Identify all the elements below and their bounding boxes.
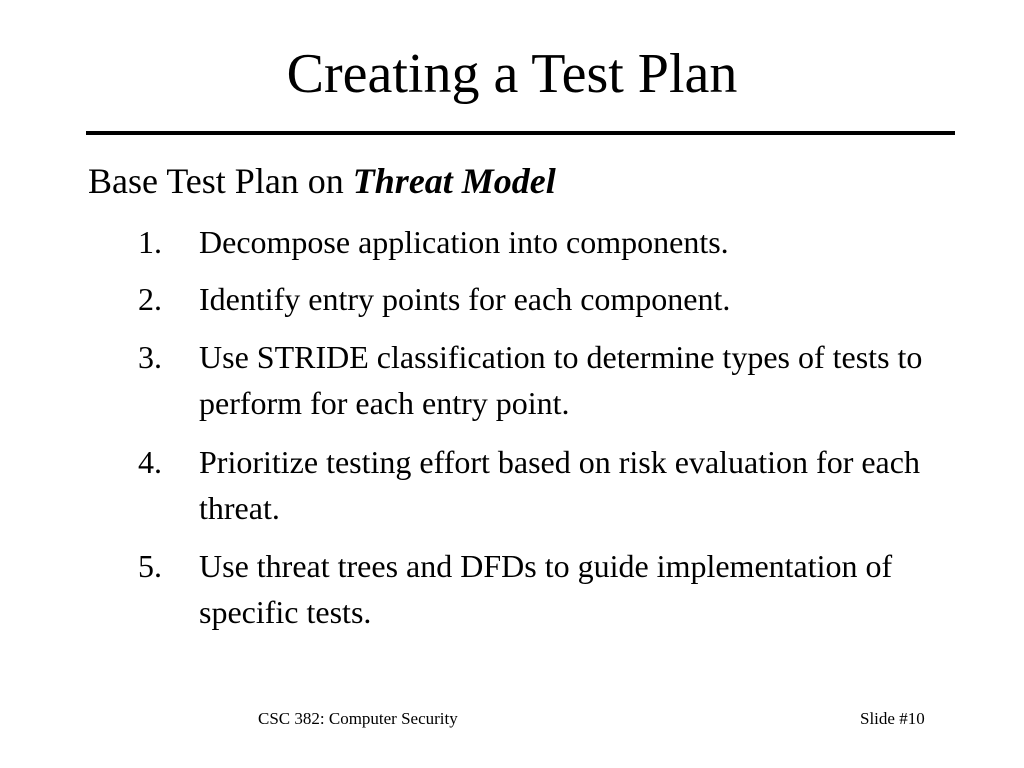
slide-title: Creating a Test Plan bbox=[286, 43, 738, 105]
step-4 bbox=[138, 439, 958, 531]
step-5 bbox=[138, 543, 958, 635]
step-text: Use STRIDE classification to determine types of tests to perform for each entry point. bbox=[199, 339, 923, 421]
step-2 bbox=[138, 276, 958, 322]
step-number: 1. bbox=[138, 224, 162, 260]
step-text: Use threat trees and DFDs to guide implementation of specific tests. bbox=[199, 548, 893, 630]
step-text: Prioritize testing effort based on risk evaluation for each threat. bbox=[199, 444, 920, 526]
lead-emphasis: Threat Model bbox=[352, 161, 556, 201]
footer-course: CSC 382: Computer Security bbox=[258, 709, 458, 728]
title-divider bbox=[86, 131, 955, 135]
step-number: 3. bbox=[138, 339, 162, 375]
footer-slide-number: Slide #10 bbox=[860, 709, 925, 728]
step-1 bbox=[138, 219, 958, 265]
step-text: Decompose application into components. bbox=[199, 224, 729, 260]
step-number: 2. bbox=[138, 281, 162, 317]
step-number: 4. bbox=[138, 444, 162, 480]
lead-text: Base Test Plan on bbox=[88, 161, 353, 201]
step-text: Identify entry points for each component. bbox=[199, 281, 731, 317]
step-number: 5. bbox=[138, 548, 162, 584]
lead-bullet bbox=[88, 157, 556, 205]
step-3 bbox=[138, 334, 958, 426]
